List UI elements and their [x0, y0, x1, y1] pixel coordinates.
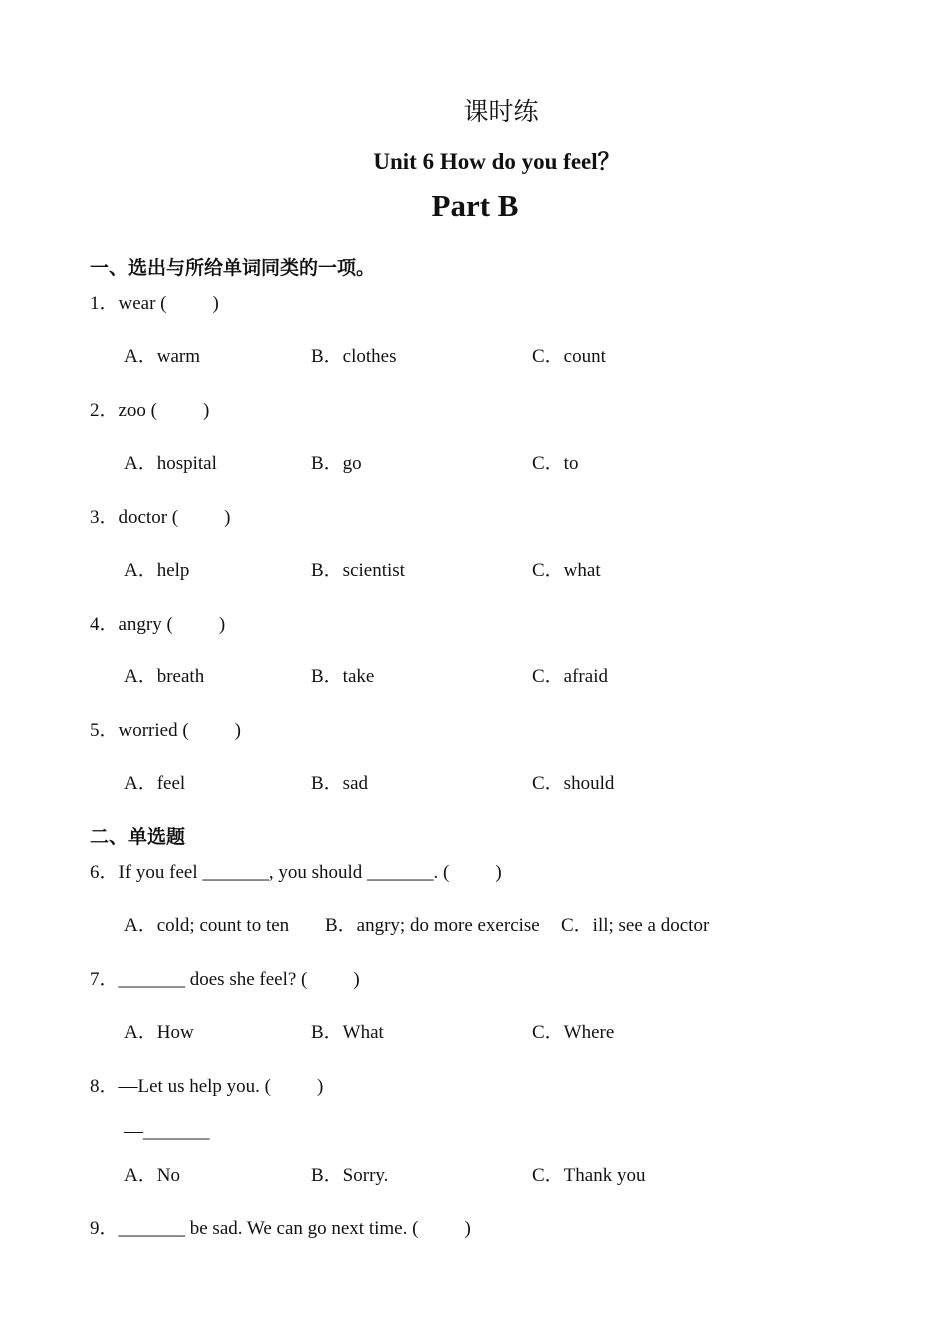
question-close: ) [317, 1076, 324, 1097]
option-b: B．angry; do more exercise [325, 915, 540, 936]
option-b: B．take [311, 666, 375, 687]
question-stem: 2．zoo ( [90, 400, 158, 421]
question-8 [90, 1071, 323, 1098]
question-7 [90, 964, 360, 991]
question-stem: 6．If you feel _______, you should _______. ( [90, 862, 450, 883]
question-close: ) [218, 614, 226, 635]
option-c: C．what [532, 560, 601, 581]
question-close: ) [212, 293, 219, 314]
option-c: C．Where [532, 1022, 615, 1043]
question-close: ) [224, 507, 231, 528]
question-stem: 4．angry ( [90, 614, 173, 635]
unit-title: Unit 6 How do you feel？ [373, 149, 621, 174]
question-stem: 8．—Let us help you. ( [90, 1076, 272, 1097]
question-5 [90, 715, 241, 742]
option-a: A．breath [124, 666, 205, 687]
question-close: ) [203, 400, 210, 421]
option-c: C．should [532, 773, 615, 794]
dialogue-reply: —_______ [124, 1121, 210, 1142]
option-a: A．warm [124, 346, 200, 367]
option-a: A．How [124, 1022, 194, 1043]
option-a: A．cold; count to ten [124, 915, 290, 936]
question-stem: 7．_______ does she feel? ( [90, 969, 308, 990]
question-stem: 9．_______ be sad. We can go next time. ( [90, 1218, 419, 1239]
option-b: B．clothes [311, 346, 397, 367]
section-2-heading: 二、单选题 [90, 826, 186, 848]
question-3 [90, 502, 230, 529]
option-b: B．go [311, 453, 362, 474]
question-6 [90, 857, 502, 884]
option-c: C．afraid [532, 666, 608, 687]
option-c: C．ill; see a doctor [561, 915, 710, 936]
question-stem: 5．worried ( [90, 720, 189, 741]
question-stem: 3．doctor ( [90, 507, 179, 528]
question-close: ) [464, 1218, 471, 1239]
option-a: A．feel [124, 773, 186, 794]
option-c: C．to [532, 453, 579, 474]
option-a: A．No [124, 1165, 180, 1186]
question-close: ) [234, 720, 241, 741]
option-c: C．Thank you [532, 1165, 646, 1186]
option-a: A．help [124, 560, 190, 581]
option-b: B．scientist [311, 560, 405, 581]
question-4 [90, 609, 225, 636]
question-2 [90, 395, 209, 422]
option-b: B．Sorry. [311, 1165, 389, 1186]
page-title: 课时练 [463, 99, 539, 126]
question-stem: 1．wear ( [90, 293, 167, 314]
question-1 [90, 288, 219, 315]
question-close: ) [495, 862, 502, 883]
option-b: B．sad [311, 773, 369, 794]
part-title: Part B [431, 188, 519, 223]
option-a: A．hospital [124, 453, 217, 474]
section-1-heading: 一、选出与所给单词同类的一项。 [90, 257, 376, 279]
option-c: C．count [532, 346, 606, 367]
question-9 [90, 1213, 471, 1240]
question-close: ) [353, 969, 360, 990]
option-b: B．What [311, 1022, 384, 1043]
